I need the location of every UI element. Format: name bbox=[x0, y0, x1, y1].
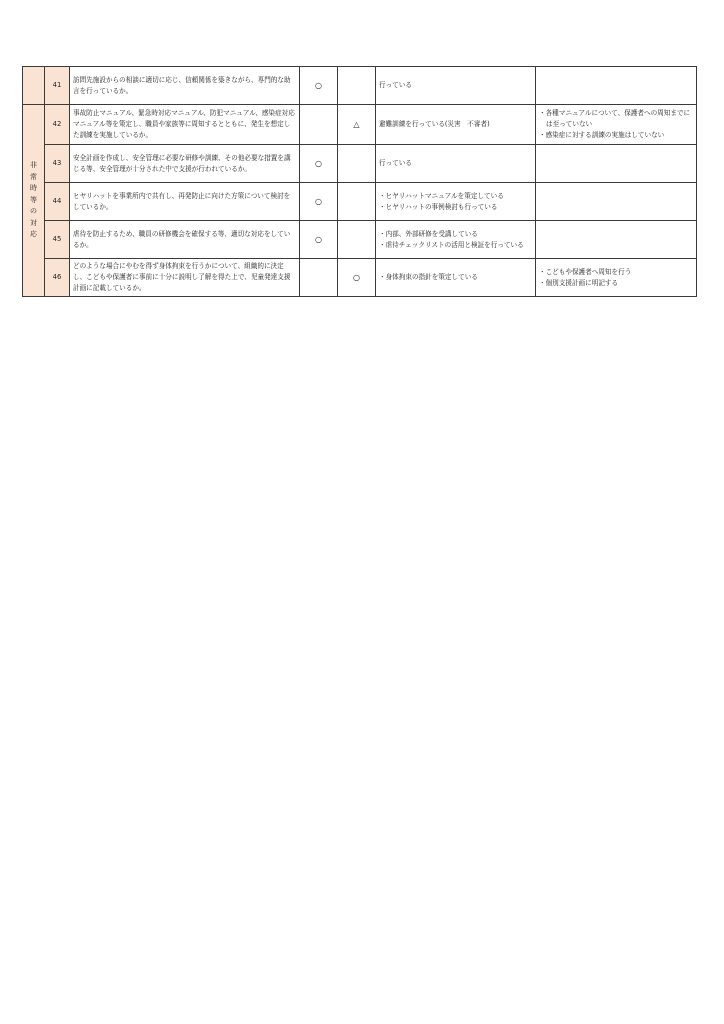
question-text: ヒヤリハットを事業所内で共有し、再発防止に向けた方策について検討をしているか。 bbox=[70, 183, 300, 221]
situation-line: ・ヒヤリハットの事例検討も行っている bbox=[379, 202, 498, 211]
table-row-42 bbox=[23, 105, 697, 145]
yes-mark: ○ bbox=[300, 145, 338, 183]
item-number: 45 bbox=[45, 221, 70, 259]
partial-mark bbox=[338, 67, 376, 105]
improvement-cell bbox=[536, 183, 697, 221]
situation-line: ・身体拘束の指針を策定している bbox=[379, 273, 478, 281]
yes-mark bbox=[300, 259, 338, 297]
situation-cell bbox=[376, 221, 536, 259]
situation-cell bbox=[376, 105, 536, 145]
improvement-line: ・個別支援計画に明記する bbox=[539, 278, 619, 287]
item-number: 46 bbox=[45, 259, 70, 297]
table-row-43 bbox=[23, 145, 697, 183]
situation-cell bbox=[376, 67, 536, 105]
item-number: 42 bbox=[45, 105, 70, 145]
situation-cell bbox=[376, 145, 536, 183]
partial-mark bbox=[338, 145, 376, 183]
improvement-line: ・感染症に対する訓練の実施はしていない bbox=[539, 131, 665, 139]
item-number: 44 bbox=[45, 183, 70, 221]
category-cell bbox=[23, 105, 45, 297]
question-text: 安全計画を作成し、安全管理に必要な研修や訓練、その他必要な措置を講じる等、安全管理が十分された中で支援が行われているか。 bbox=[70, 145, 300, 183]
partial-mark: ○ bbox=[338, 259, 376, 297]
item-number: 41 bbox=[45, 67, 70, 105]
table-row-45 bbox=[23, 221, 697, 259]
improvement-cell bbox=[536, 221, 697, 259]
partial-mark bbox=[338, 221, 376, 259]
yes-mark: ○ bbox=[300, 221, 338, 259]
situation-line: 行っている bbox=[379, 159, 412, 167]
yes-mark: ○ bbox=[300, 183, 338, 221]
question-text: 虐待を防止するため、職員の研修機会を確保する等、適切な対応をしているか。 bbox=[70, 221, 300, 259]
item-number: 43 bbox=[45, 145, 70, 183]
yes-mark: ○ bbox=[300, 67, 338, 105]
table-row-46 bbox=[23, 259, 697, 297]
table-row-44 bbox=[23, 183, 697, 221]
category-label: 非常時等の対応 bbox=[30, 161, 37, 239]
improvement-cell bbox=[536, 105, 697, 145]
category-cell-top bbox=[23, 67, 45, 105]
situation-line: ・内部、外部研修を受講している bbox=[379, 229, 478, 238]
improvement-cell bbox=[536, 145, 697, 183]
improvement-line: ・こどもや保護者へ周知を行う bbox=[539, 267, 632, 276]
partial-mark: △ bbox=[338, 105, 376, 145]
yes-mark bbox=[300, 105, 338, 145]
evaluation-table bbox=[22, 66, 697, 297]
situation-line: ・ヒヤリハットマニュアルを策定している bbox=[379, 191, 504, 200]
situation-cell bbox=[376, 183, 536, 221]
situation-line: ・虐待チェックリストの活用と検証を行っている bbox=[379, 240, 524, 249]
question-text: 訪問先施設からの相談に適切に応じ、信頼関係を築きながら、専門的な助言を行っているか。 bbox=[70, 67, 300, 105]
improvement-cell bbox=[536, 67, 697, 105]
improvement-cell bbox=[536, 259, 697, 297]
situation-cell bbox=[376, 259, 536, 297]
improvement-line: ・各種マニュアルについて、保護者への周知までには至っていない bbox=[539, 109, 691, 128]
question-text: 事故防止マニュアル、緊急時対応マニュアル、防犯マニュアル、感染症対応マニュアル等を策定し、職員や家族等に周知するとともに、発生を想定した訓練を実施しているか。 bbox=[70, 105, 300, 145]
situation-line: 避難訓練を行っている(災害 不審者) bbox=[379, 120, 490, 128]
question-text: どのような場合にやむを得ず身体拘束を行うかについて、組織的に決定し、こどもや保護者に事前に十分に説明し了解を得た上で、児童発達支援計画に記載しているか。 bbox=[70, 259, 300, 297]
partial-mark bbox=[338, 183, 376, 221]
table-row-41 bbox=[23, 67, 697, 105]
situation-line: 行っている bbox=[379, 81, 412, 89]
